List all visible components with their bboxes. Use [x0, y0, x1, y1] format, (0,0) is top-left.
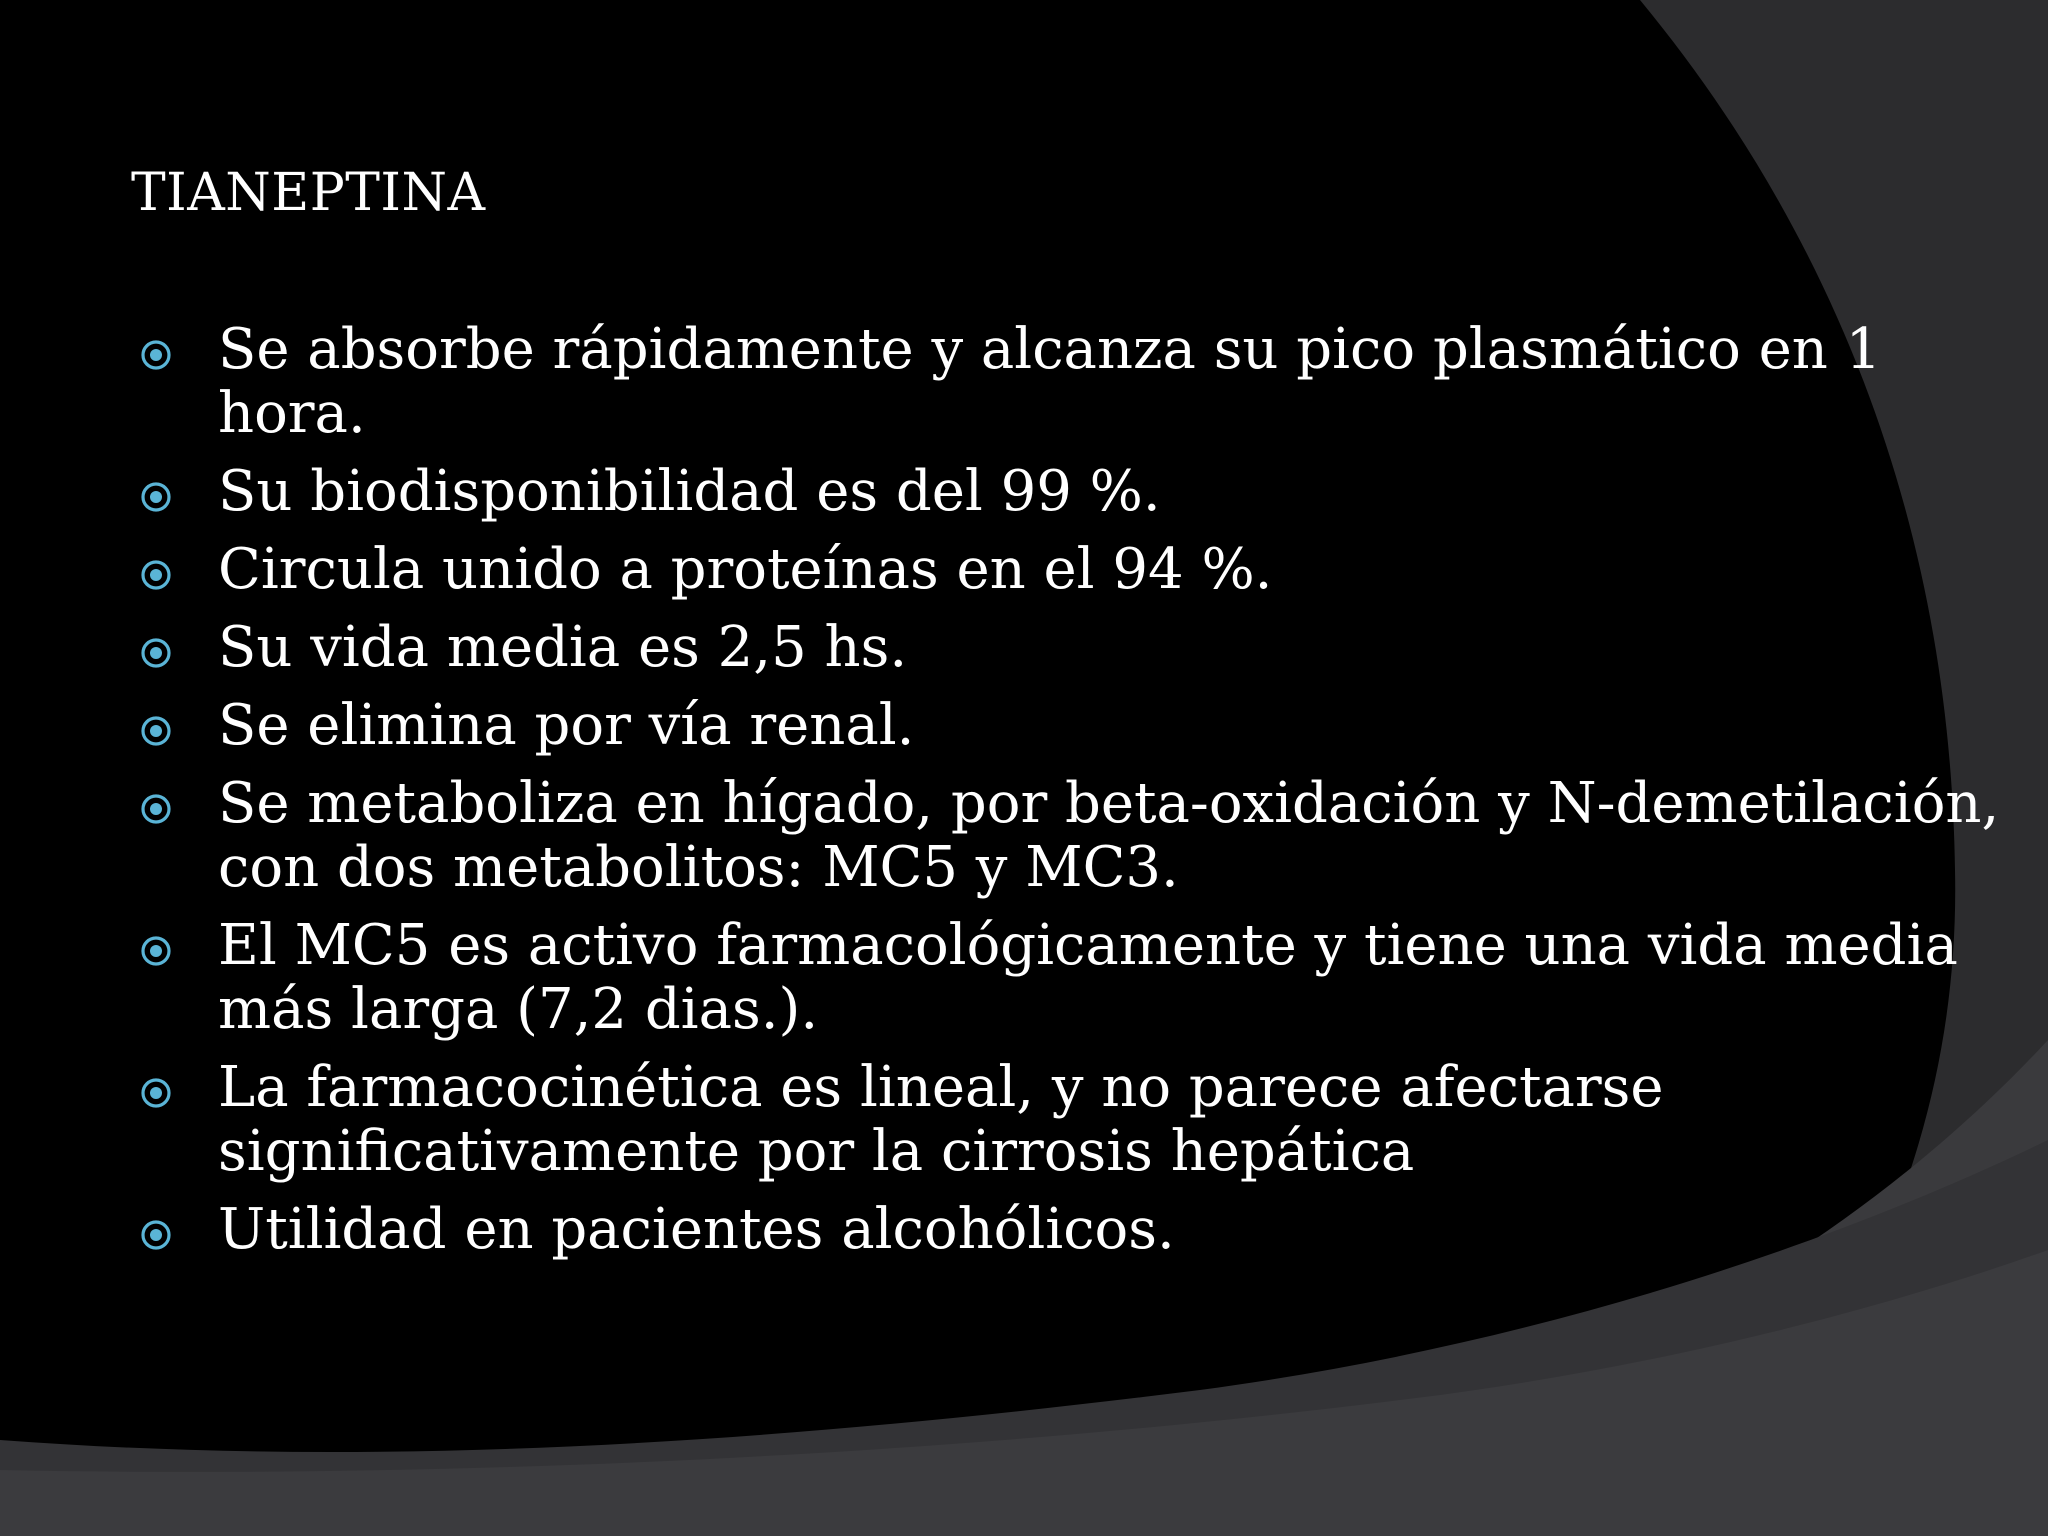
circled-dot-icon [140, 559, 172, 591]
circled-dot-icon [140, 339, 172, 371]
bullet-list [131, 318, 2001, 1276]
slide-title: TIANEPTINA [131, 163, 486, 223]
circled-dot-icon [140, 935, 172, 967]
bullet-item [131, 616, 2001, 680]
bullet-item [131, 538, 2001, 602]
bullet-text: El MC5 es activo farmacológicamente y tiene una vida media más larga (7,2 dias.). [218, 913, 1958, 1042]
bullet-text: Su vida media es 2,5 hs. [218, 615, 908, 680]
circled-dot-icon [140, 637, 172, 669]
bullet-text: Circula unido a proteínas en el 94 %. [218, 537, 1273, 602]
bullet-text: Su biodisponibilidad es del 99 %. [218, 459, 1161, 524]
bullet-item [131, 1056, 2001, 1184]
bullet-text: Se metaboliza en hígado, por beta-oxidación y N-demetilación, con dos metabolitos: MC5 y MC3. [218, 771, 2000, 900]
bullet-text: La farmacocinética es lineal, y no parece afectarse significativamente por la cirrosis hepática [218, 1055, 1664, 1184]
bullet-item [131, 914, 2001, 1042]
circled-dot-icon [140, 481, 172, 513]
bullet-item [131, 772, 2001, 900]
bullet-text: Utilidad en pacientes alcohólicos. [218, 1197, 1175, 1262]
circled-dot-icon [140, 715, 172, 747]
circled-dot-icon [140, 1219, 172, 1251]
circled-dot-icon [140, 1077, 172, 1109]
bullet-item [131, 1198, 2001, 1262]
bullet-item [131, 460, 2001, 524]
bullet-item [131, 694, 2001, 758]
bullet-item [131, 318, 2001, 446]
circled-dot-icon [140, 793, 172, 825]
bullet-text: Se absorbe rápidamente y alcanza su pico plasmático en 1 hora. [218, 317, 1882, 446]
bullet-text: Se elimina por vía renal. [218, 693, 915, 758]
